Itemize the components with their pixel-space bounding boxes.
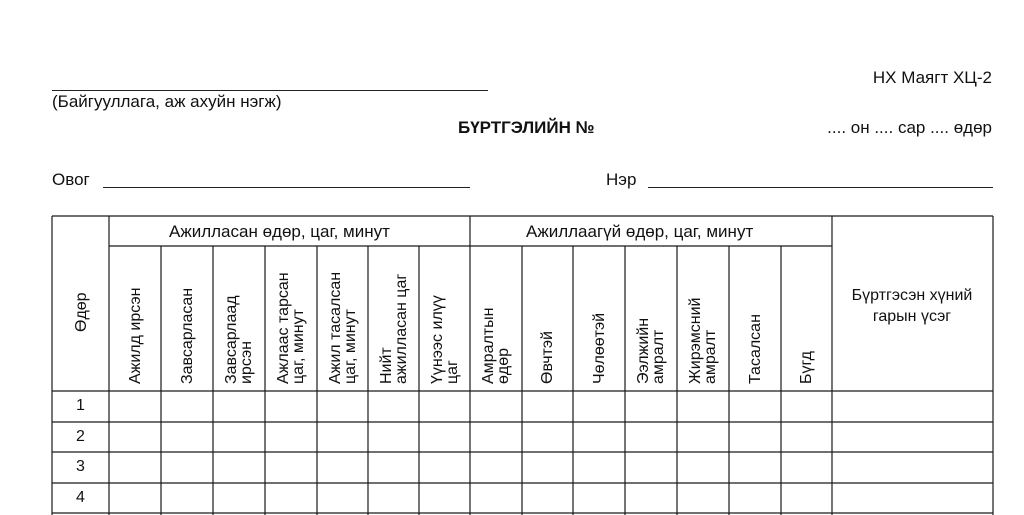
document-title: БҮРТГЭЛИЙН № (458, 118, 595, 137)
signature-header: Бүртгэсэн хүний гарын үсэг (851, 287, 973, 325)
date-line: .... он .... сар .... өдөр (827, 118, 992, 137)
name-label: Нэр (606, 170, 637, 189)
organization-caption: (Байгууллага, аж ахуйн нэгж) (52, 92, 282, 111)
group-header-not-worked: Ажиллаагүй өдөр, цаг, минут (526, 222, 754, 241)
column-header-text: Завсарлаад ирсэн (223, 295, 255, 384)
row-day-number: 4 (76, 489, 85, 506)
column-header-text: Завсарласан (178, 287, 196, 384)
column-header-text: Өвчтэй (539, 331, 556, 384)
row-day-number: 2 (76, 428, 85, 445)
column-header-text: Ажил тасалсан цаг, минут (326, 271, 359, 384)
column-header-text: Жирэмсний амралт (687, 297, 719, 384)
surname-label: Овог (52, 170, 90, 189)
column-header-text: Үүнээс илүү цаг (428, 295, 461, 384)
form-code: НХ Маягт ХЦ-2 (872, 68, 992, 87)
column-header-text: Тасалсан (746, 314, 764, 384)
column-header-text: Бүгд (798, 351, 815, 384)
column-header-text: Нийт ажилласан цаг (377, 273, 410, 384)
column-header-text: Ажилд ирсэн (126, 287, 144, 384)
column-header-text: Ажлаас тарсан цаг, минут (275, 272, 307, 384)
row-day-number: 3 (76, 458, 85, 475)
row-day-number: 1 (76, 397, 85, 414)
group-header-worked: Ажилласан өдөр, цаг, минут (169, 222, 390, 241)
column-header-text: Амралтын өдөр (480, 307, 512, 384)
column-header-text: Чөлөөтэй (590, 312, 608, 384)
column-header-text: Ээлжийн амралт (635, 317, 667, 384)
